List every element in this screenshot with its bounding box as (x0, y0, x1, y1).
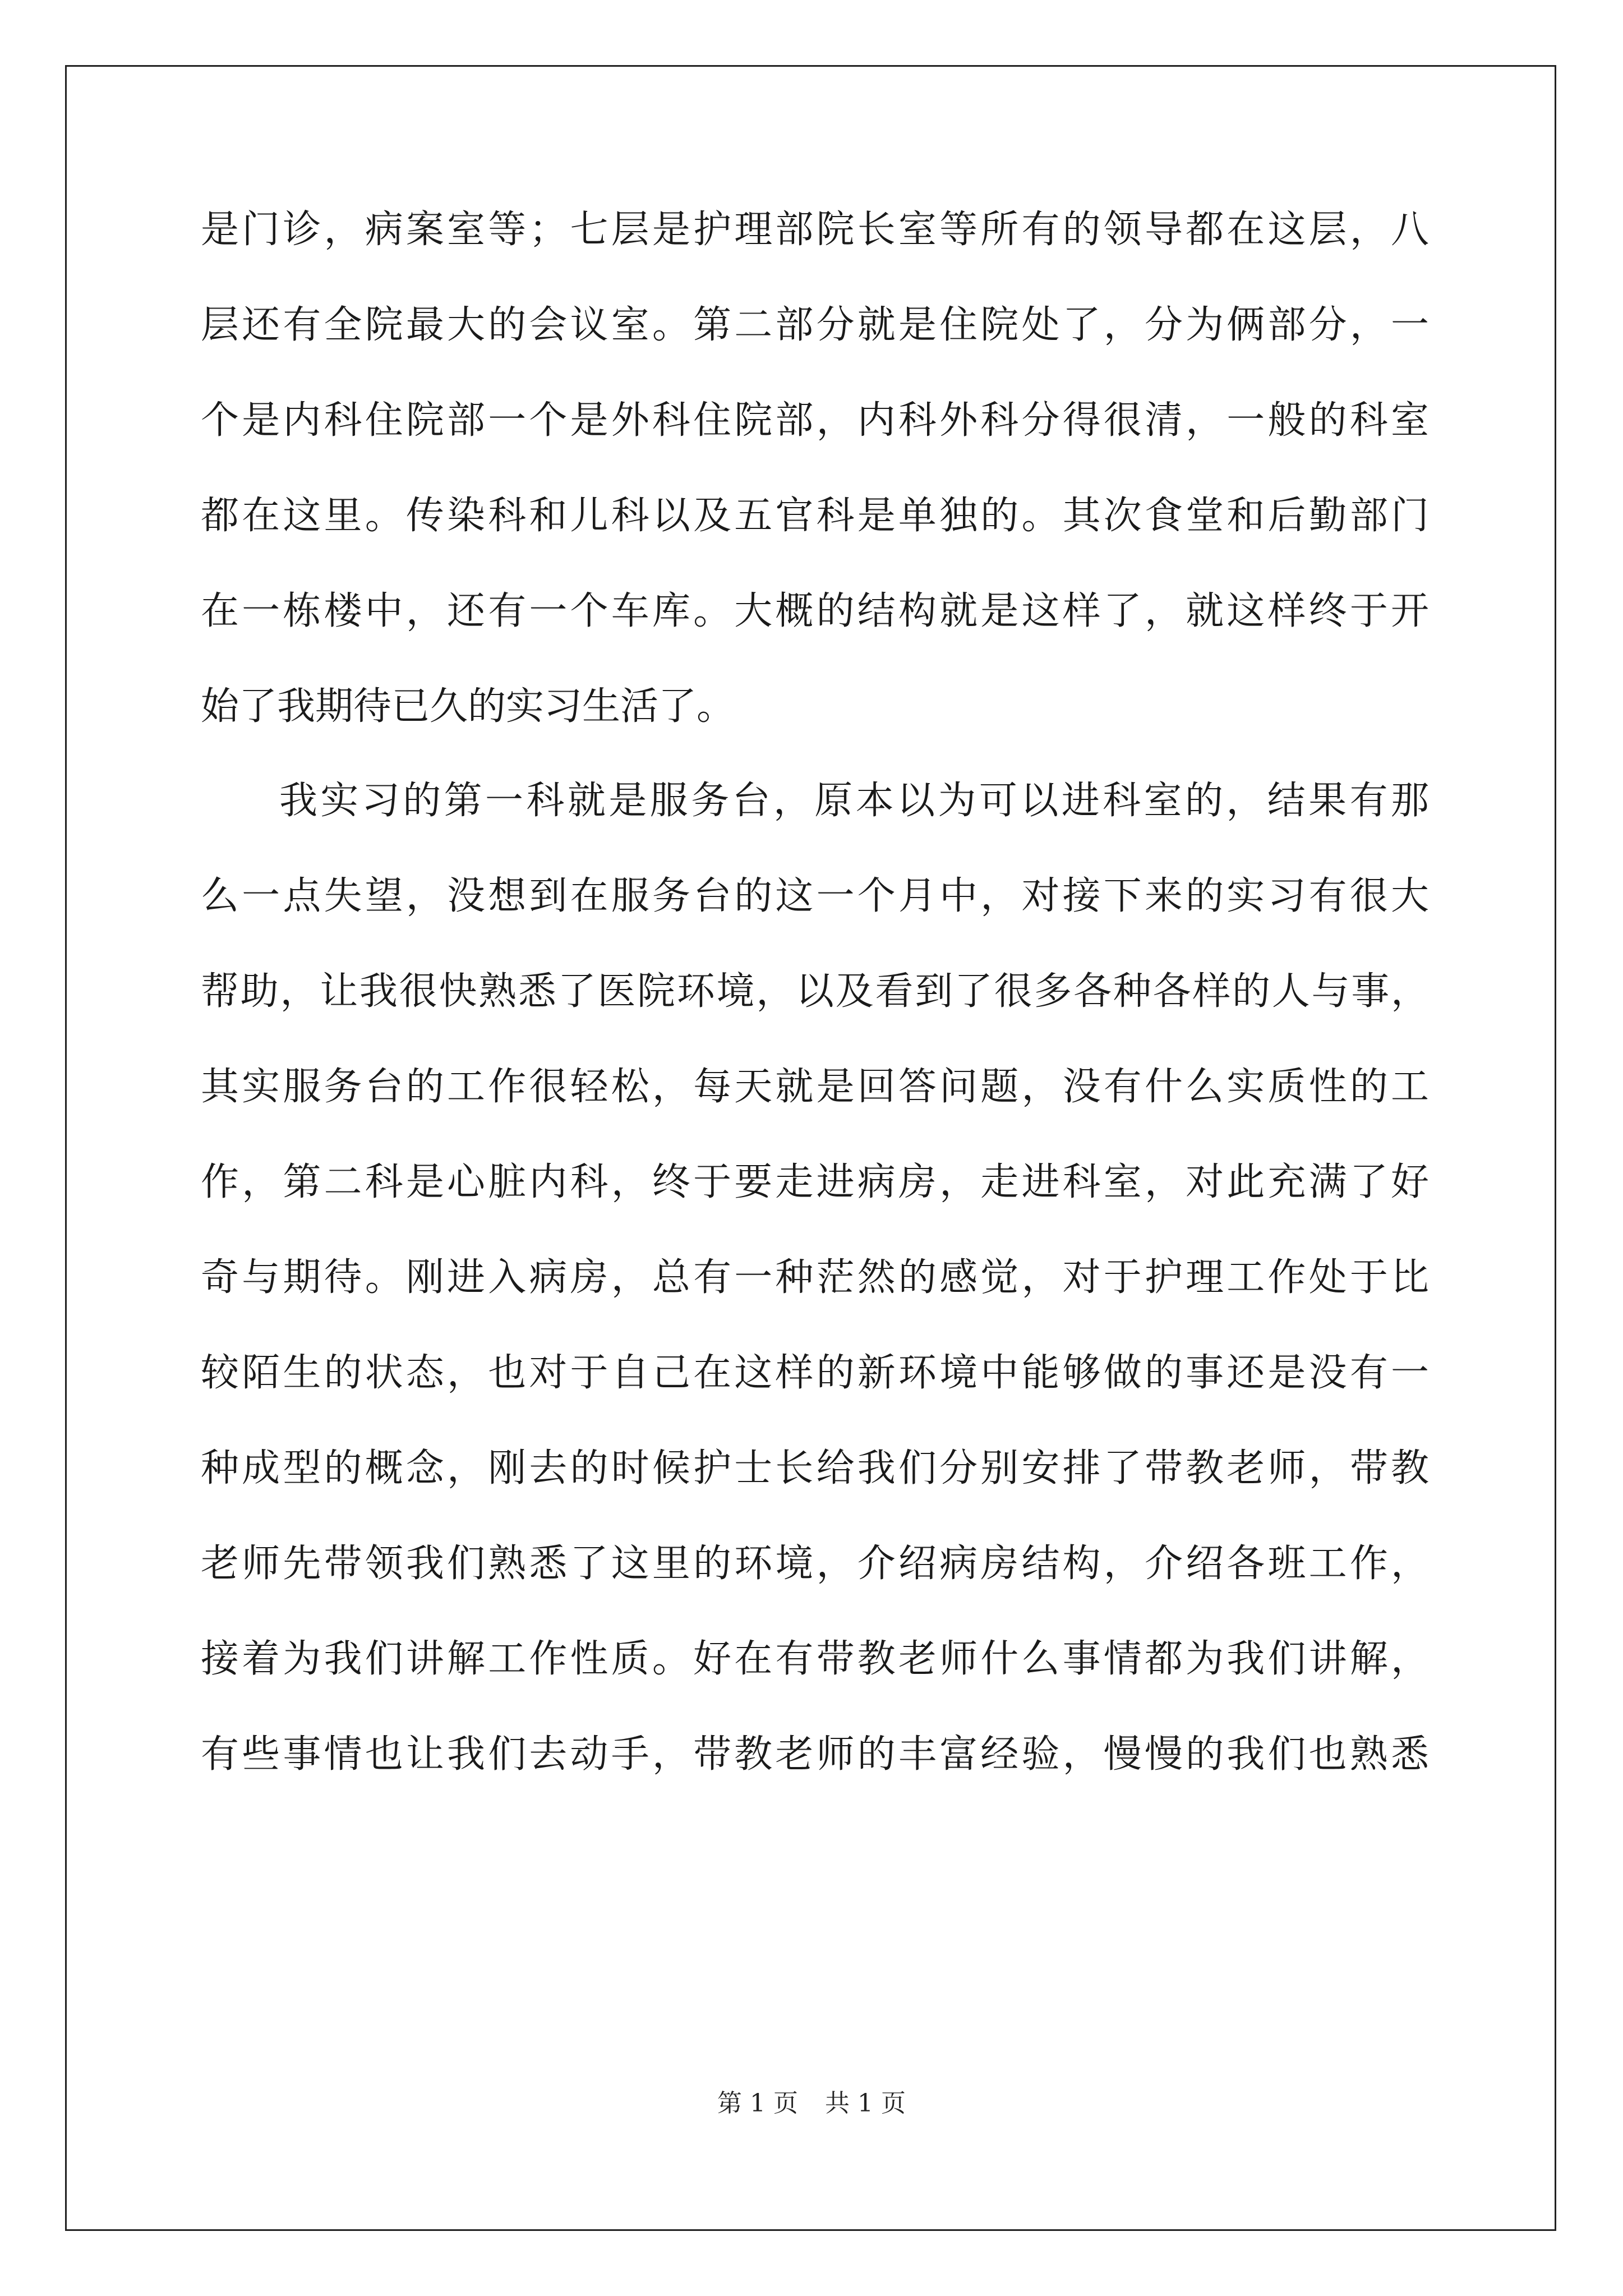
paragraph-1-line-4: 都在这里。传染科和儿科以及五官科是单独的。其次食堂和后勤部门 (201, 494, 1429, 538)
paragraph-2-line-10: 接着为我们讲解工作性质。好在有带教老师什么事情都为我们讲解， (201, 1637, 1429, 1681)
paragraph-2-line-11: 有些事情也让我们去动手，带教老师的丰富经验，慢慢的我们也熟悉 (201, 1732, 1429, 1777)
paragraph-1-line-6: 始了我期待已久的实习生活了。 (201, 684, 735, 729)
page-border (65, 65, 1556, 2231)
paragraph-2-line-9: 老师先带领我们熟悉了这里的环境，介绍病房结构，介绍各班工作， (201, 1542, 1429, 1586)
paragraph-2-line-3: 帮助，让我很快熟悉了医院环境，以及看到了很多各种各样的人与事， (201, 969, 1429, 1014)
paragraph-2-line-5: 作，第二科是心脏内科，终于要走进病房，走进科室，对此充满了好 (201, 1160, 1429, 1204)
paragraph-1-line-3: 个是内科住院部一个是外科住院部，内科外科分得很清，一般的科室 (201, 398, 1429, 443)
paragraph-1-line-2: 层还有全院最大的会议室。第二部分就是住院处了，分为俩部分，一 (201, 303, 1429, 347)
total-pages: 共 1 页 (825, 2089, 906, 2118)
paragraph-2-line-4: 其实服务台的工作很轻松，每天就是回答问题，没有什么实质性的工 (201, 1065, 1429, 1109)
paragraph-2-line-6: 奇与期待。刚进入病房，总有一种茫然的感觉，对于护理工作处于比 (201, 1255, 1429, 1300)
page-number: 第 1 页 (717, 2089, 798, 2118)
paragraph-1-line-1: 是门诊，病案室等；七层是护理部院长室等所有的领导都在这层，八 (201, 208, 1429, 252)
paragraph-2-line-8: 种成型的概念，刚去的时候护士长给我们分别安排了带教老师，带教 (201, 1446, 1429, 1490)
paragraph-2-line-1: 我实习的第一科就是服务台，原本以为可以进科室的，结果有那 (279, 779, 1429, 823)
paragraph-2-line-2: 么一点失望，没想到在服务台的这一个月中，对接下来的实习有很大 (201, 874, 1429, 918)
paragraph-1-line-5: 在一栋楼中，还有一个车库。大概的结构就是这样了，就这样终于开 (201, 589, 1429, 633)
page-footer (0, 2088, 1623, 2119)
paragraph-2-line-7: 较陌生的状态，也对于自己在这样的新环境中能够做的事还是没有一 (201, 1351, 1429, 1395)
